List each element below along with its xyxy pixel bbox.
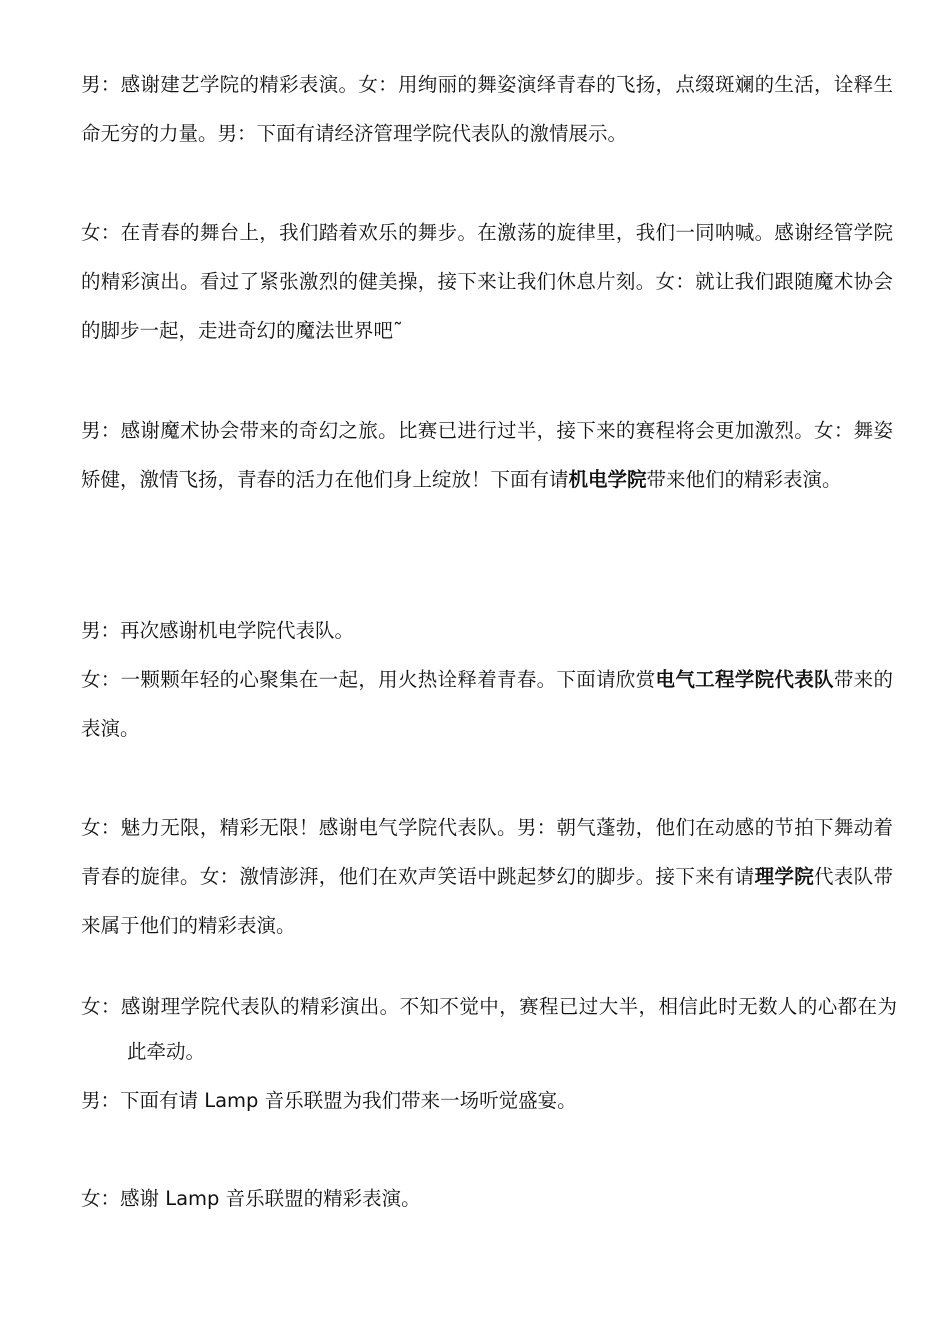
script-paragraph-5 (81, 655, 893, 753)
highlighted-team-name: 电气工程学院代表队 (655, 668, 834, 691)
script-paragraph-3 (81, 406, 893, 504)
script-paragraph-6 (81, 803, 893, 950)
paragraph-text: 带来他们的精彩表演。 (646, 468, 842, 491)
script-paragraph-9: 女：感谢 Lamp 音乐联盟的精彩表演。 (81, 1187, 421, 1210)
script-paragraph-4: 男：再次感谢机电学院代表队。 (81, 619, 355, 642)
script-paragraph-1: 男：感谢建艺学院的精彩表演。女：用绚丽的舞姿演绎青春的飞扬，点缀斑斓的生活，诠释生命无穷的力量。男：下面有请经济管理学院代表队的激情展示。 (81, 73, 893, 145)
script-paragraph-2: 女：在青春的舞台上，我们踏着欢乐的舞步。在激荡的旋律里，我们一同呐喊。感谢经管学院的精彩演出。看过了紧张激烈的健美操，接下来让我们休息片刻。女：就让我们跟随魔术协会的脚步一起，走进奇幻的魔法世界吧˜ (81, 221, 893, 342)
paragraph-text: 女：魅力无限，精彩无限！感谢电气学院代表队。男：朝气蓬勃，他们在动感的节拍下舞动着青春的旋律。女：激情澎湃，他们在欢声笑语中跳起梦幻的脚步。接下来有请 (81, 816, 893, 888)
paragraph-text: 男：感谢魔术协会带来的奇幻之旅。比赛已进行过半，接下来的赛程将会更加激烈。女：舞姿矫健，激情飞扬，青春的活力在他们身上绽放！下面有请 (81, 419, 893, 491)
script-paragraph-7: 女：感谢理学院代表队的精彩演出。不知不觉中，赛程已过大半，相信此时无数人的心都在为此牵动。 (81, 995, 897, 1063)
script-paragraph-8: 男：下面有请 Lamp 音乐联盟为我们带来一场听觉盛宴。 (81, 1089, 577, 1112)
paragraph-text: 女：一颗颗年轻的心聚集在一起，用火热诠释着青春。下面请欣赏 (81, 668, 656, 691)
paragraph-text: 带来的表演。 (81, 668, 893, 740)
paragraph-text: 代表队带来属于他们的精彩表演。 (81, 865, 893, 937)
highlighted-team-name: 理学院 (754, 865, 815, 888)
highlighted-team-name: 机电学院 (568, 468, 647, 491)
